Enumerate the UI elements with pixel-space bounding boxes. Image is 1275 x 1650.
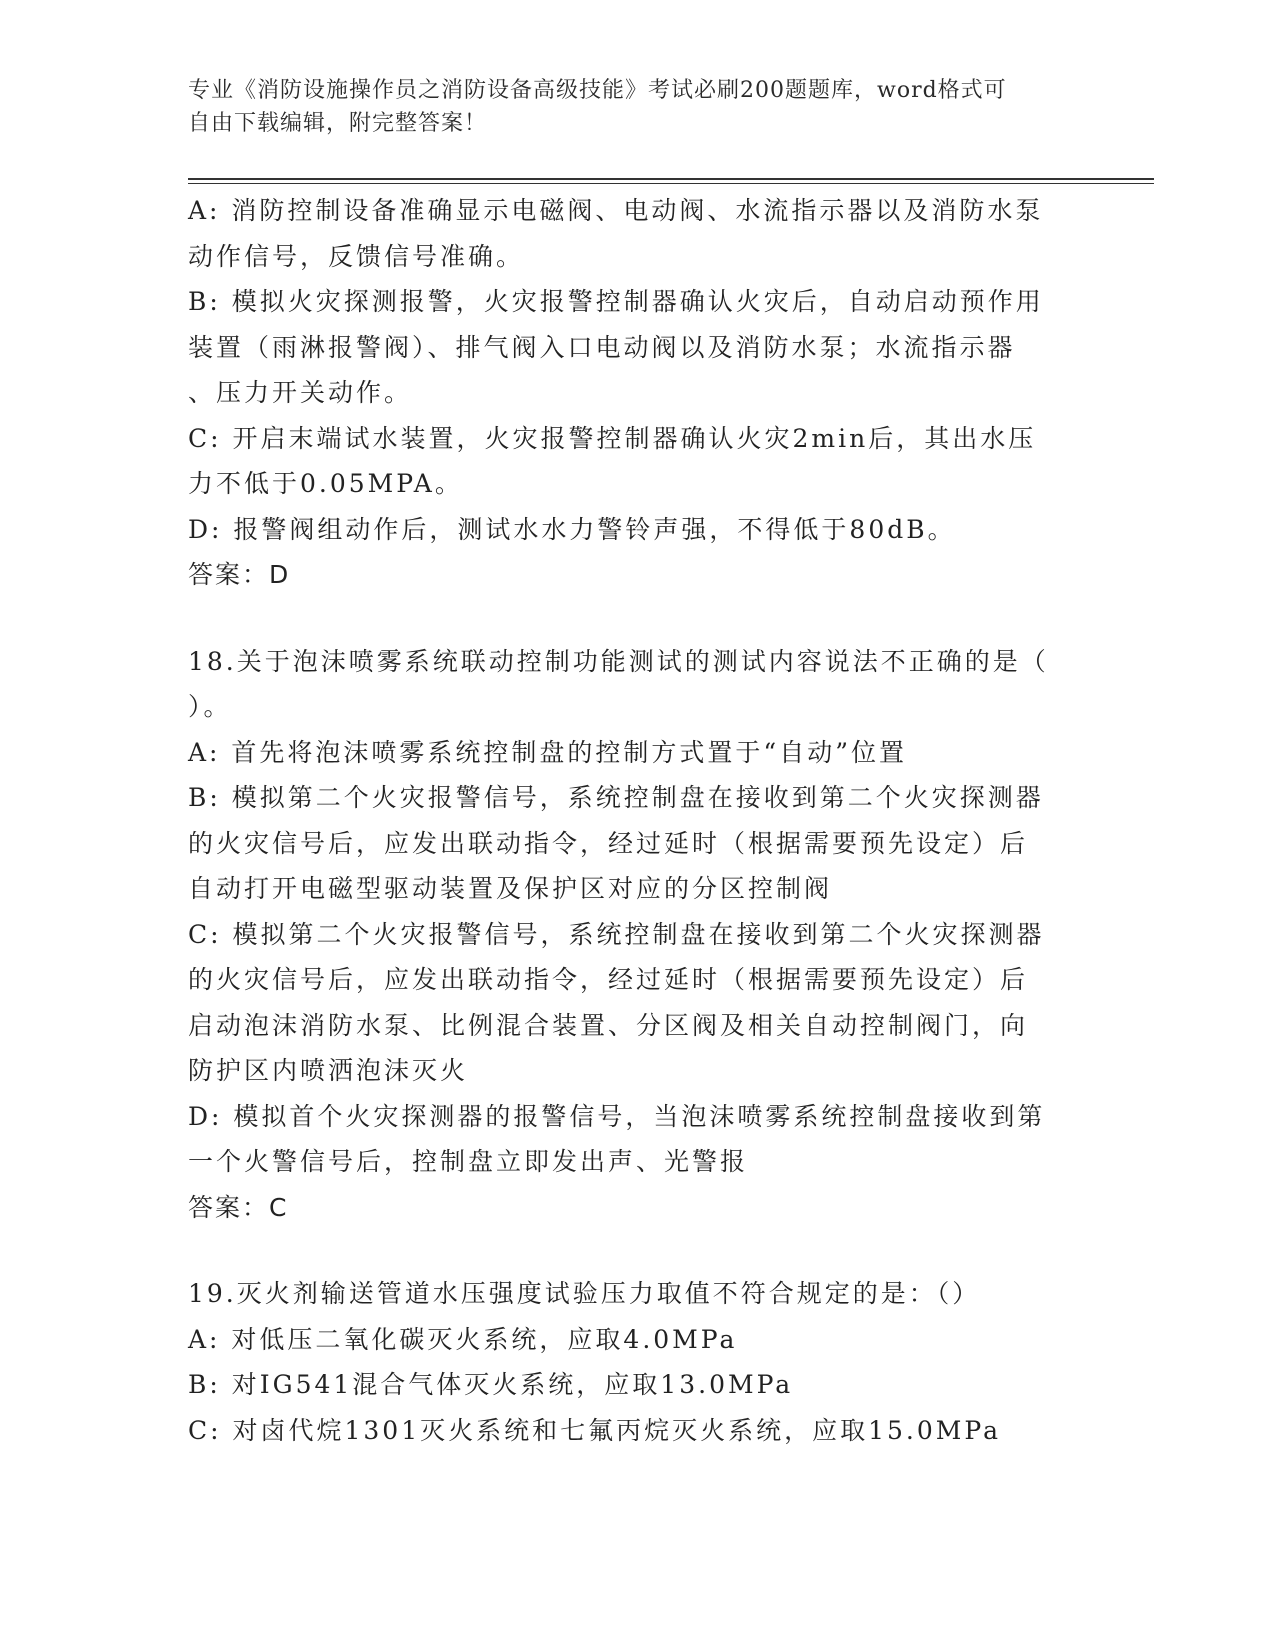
q18-option-b-line-1: B: 模拟第二个火灾报警信号，系统控制盘在接收到第二个火灾探测器 — [188, 783, 1044, 812]
q17-option-a-line-1: A: 消防控制设备准确显示电磁阀、电动阀、水流指示器以及消防水泵 — [188, 196, 1044, 225]
header-divider-thin — [188, 183, 1154, 184]
q18-option-b-line-2: 的火灾信号后，应发出联动指令，经过延时（根据需要预先设定）后 — [188, 828, 1029, 858]
question-spacer — [188, 1230, 1074, 1271]
question-18 — [188, 639, 1074, 1231]
q18-option-d-line-2: 一个火警信号后，控制盘立即发出声、光警报 — [188, 1147, 749, 1176]
q17-option-c-line-2: 力不低于0.05MPA。 — [188, 469, 463, 498]
q17-answer: 答案：D — [188, 560, 291, 589]
q18-option-b-line-3: 自动打开电磁型驱动装置及保护区对应的分区控制阀 — [188, 874, 833, 903]
q17-option-b-line-1: B: 模拟火灾探测报警，火灾报警控制器确认火灾后，自动启动预作用 — [188, 287, 1044, 316]
header-divider-thick — [188, 178, 1154, 180]
q18-answer: 答案：C — [188, 1192, 289, 1222]
q19-option-a-line-1: A: 对低压二氧化碳灭火系统，应取4.0MPa — [188, 1324, 738, 1354]
question-19 — [188, 1271, 1074, 1453]
q17-option-d-line-1: D: 报警阀组动作后，测试水水力警铃声强，不得低于80dB。 — [188, 514, 956, 544]
q19-option-c-line-1: C: 对卤代烷1301灭火系统和七氟丙烷灭火系统，应取15.0MPa — [188, 1415, 1001, 1445]
q18-option-d-line-1: D: 模拟首个火灾探测器的报警信号，当泡沫喷雾系统控制盘接收到第 — [188, 1101, 1046, 1131]
question-spacer — [188, 598, 1074, 639]
question-17 — [188, 188, 1074, 598]
q18-option-c-line-3: 启动泡沫消防水泵、比例混合装置、分区阀及相关自动控制阀门，向 — [188, 1010, 1029, 1040]
q18-option-c-line-1: C: 模拟第二个火灾报警信号，系统控制盘在接收到第二个火灾探测器 — [188, 919, 1045, 949]
q17-option-b-line-2: 装置（雨淋报警阀）、排气阀入口电动阀以及消防水泵；水流指示器 — [188, 332, 1016, 362]
header-title-line-2: 自由下载编辑，附完整答案！ — [188, 111, 488, 136]
q17-option-a-line-2: 动作信号，反馈信号准确。 — [188, 241, 525, 271]
document-header — [188, 74, 1068, 140]
q18-option-c-line-2: 的火灾信号后，应发出联动指令，经过延时（根据需要预先设定）后 — [188, 965, 1029, 994]
q18-option-c-line-4: 防护区内喷洒泡沫灭火 — [188, 1056, 469, 1085]
q19-stem-line-1: 19.灭火剂输送管道水压强度试验压力取值不符合规定的是：（） — [188, 1279, 981, 1308]
q18-stem-line-1: 18.关于泡沫喷雾系统联动控制功能测试的测试内容说法不正确的是（ — [188, 646, 1049, 676]
q17-option-c-line-1: C: 开启末端试水装置，火灾报警控制器确认火灾2min后，其出水压 — [188, 423, 1037, 453]
q19-option-b-line-1: B: 对IG541混合气体灭火系统，应取13.0MPa — [188, 1370, 794, 1399]
header-title-line-1: 专业《消防设施操作员之消防设备高级技能》考试必刷200题题库，word格式可 — [188, 78, 1007, 103]
document-body — [188, 188, 1074, 1453]
q18-option-a-line-1: A: 首先将泡沫喷雾系统控制盘的控制方式置于“自动”位置 — [188, 737, 907, 767]
q18-stem-line-2: ）。 — [188, 692, 232, 721]
q17-option-b-line-3: 、压力开关动作。 — [188, 378, 413, 407]
